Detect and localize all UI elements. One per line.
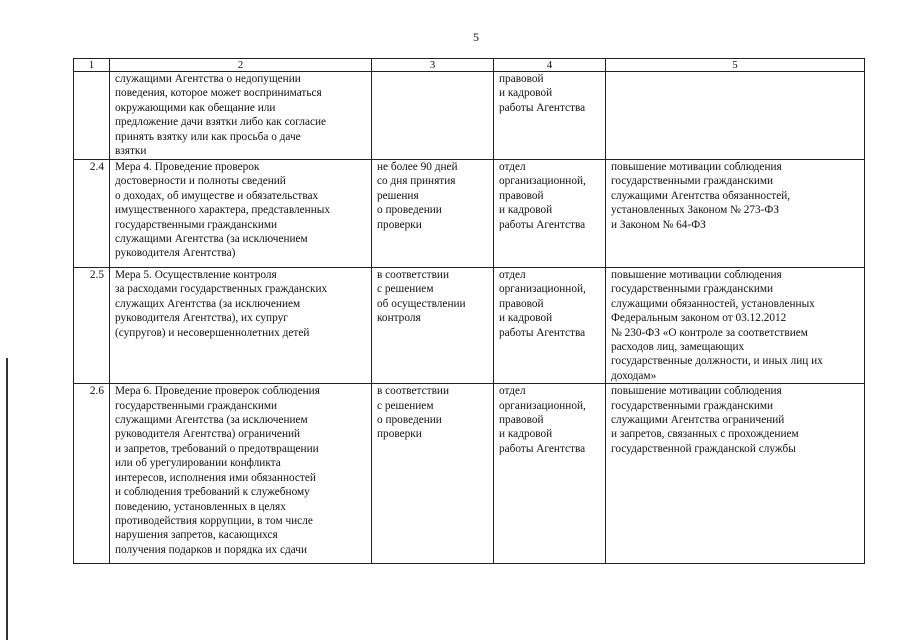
measure-cell: Мера 5. Осуществление контроля за расходами государственных гражданских служащих Агентства (за исключением руководителя Агентства), их супруг (супругов) и несовершеннолетних детей	[110, 268, 372, 384]
col-header-3: 3	[372, 59, 494, 72]
term-cell	[372, 72, 494, 160]
col-header-1: 1	[74, 59, 110, 72]
term-cell: не более 90 дней со дня принятия решения о проведении проверки	[372, 160, 494, 268]
col-header-5: 5	[606, 59, 865, 72]
term-cell: в соответствии с решением об осуществлении контроля	[372, 268, 494, 384]
term-cell: в соответствии с решением о проведении проверки	[372, 384, 494, 564]
executor-cell: отдел организационной, правовой и кадровой работы Агентства	[494, 384, 606, 564]
col-header-4: 4	[494, 59, 606, 72]
header-row	[74, 59, 865, 72]
measure-cell: Мера 4. Проведение проверок достоверности и полноты сведений о доходах, об имуществе и обязательствах имущественного характера, представленных государственными гражданскими служащими Агентства (за исключением руководителя Агентства)	[110, 160, 372, 268]
row-number: 2.5	[74, 268, 110, 384]
table-row	[74, 384, 865, 564]
result-cell: повышение мотивации соблюдения государственными гражданскими служащими Агентства обязанностей, установленных Законом № 273-ФЗ и Законом № 64-ФЗ	[606, 160, 865, 268]
table-row	[74, 72, 865, 160]
row-number: 2.6	[74, 384, 110, 564]
result-cell: повышение мотивации соблюдения государственными гражданскими служащими Агентства ограничений и запретов, связанных с прохождением государственной гражданской службы	[606, 384, 865, 564]
measure-cell: Мера 6. Проведение проверок соблюдения государственными гражданскими служащими Агентства (за исключением руководителя Агентства) ограничений и запретов, требований о предотвращении или об урегулировании конфликта интересов, исполнения ими обязанностей и соблюдения требований к служебному поведению, установленных в целях противодействия коррупции, в том числе нарушения запретов, касающихся получения подарков и порядка их сдачи	[110, 384, 372, 564]
result-cell: повышение мотивации соблюдения государственными гражданскими служащими обязанностей, установленных Федеральным законом от 03.12.2012 № 230-ФЗ «О контроле за соответствием расходов лиц, замещающих государственные должности, и иных лиц их доходам»	[606, 268, 865, 384]
page-number: 5	[473, 30, 479, 44]
result-cell	[606, 72, 865, 160]
executor-cell: отдел организационной, правовой и кадровой работы Агентства	[494, 160, 606, 268]
row-number	[74, 72, 110, 160]
col-header-2: 2	[110, 59, 372, 72]
measures-table	[73, 58, 865, 564]
table-row	[74, 268, 865, 384]
row-number: 2.4	[74, 160, 110, 268]
measure-cell: служащими Агентства о недопущении поведения, которое может восприниматься окружающими как обещание или предложение дачи взятки либо как согласие принять взятку или как просьба о даче взятки	[110, 72, 372, 160]
executor-cell: правовой и кадровой работы Агентства	[494, 72, 606, 160]
executor-cell: отдел организационной, правовой и кадровой работы Агентства	[494, 268, 606, 384]
binding-edge-line	[6, 358, 8, 640]
table-row	[74, 160, 865, 268]
